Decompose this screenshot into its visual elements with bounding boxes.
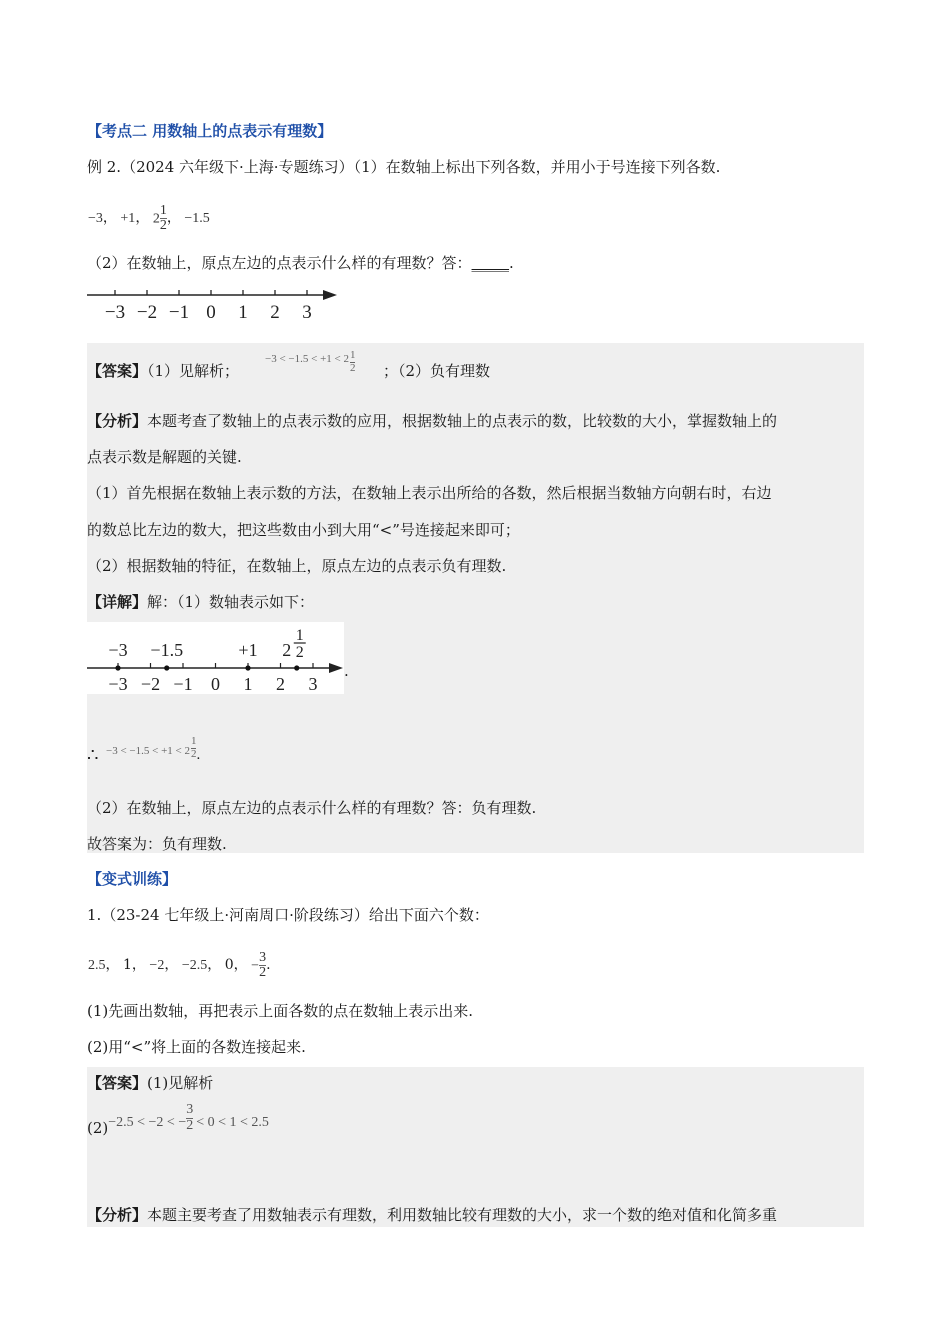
q1-fraction: − $\frac{3}{2}$ <box>251 949 267 981</box>
axis-tick-label: 3 <box>308 674 318 694</box>
answer2-inequality: (2)−2.5 < −2 < − $\frac{3}{2}$ < 0 < 1 < 2.5 <box>87 1102 269 1137</box>
axis-tick-label: 0 <box>206 302 216 323</box>
axis-tick-label: −1 <box>173 674 193 694</box>
axis-tick-label: 2 <box>270 302 280 323</box>
axis-tick-label: 3 <box>302 302 312 323</box>
q1-task1: (1)先画出数轴，再把表示上面各数的点在数轴上表示出来. <box>87 1002 474 1020</box>
axis-arrow-icon <box>323 290 337 300</box>
axis-tick-label: −2 <box>140 674 161 694</box>
number-neg3: −3 <box>88 211 103 226</box>
analysis-line-4: 的数总比左边的数大，把这些数由小到大用“<”号连接起来即可； <box>87 521 520 539</box>
axis-tick-label: −1 <box>168 302 190 323</box>
axis-tick-label: 2 <box>276 674 285 694</box>
axis-tick-label: 0 <box>211 674 220 694</box>
example-prefix: 例 2. <box>87 158 122 176</box>
variation-title: 【变式训练】 <box>87 870 178 888</box>
number-neg1-5: −1.5 <box>184 211 210 226</box>
answer-inequality: −3 < −1.5 < +1 < 2 $\frac{1}{2}$ <box>265 349 356 374</box>
detail-inequality: −3 < −1.5 < +1 < 2 $\frac{1}{2}$ . <box>106 735 201 763</box>
point-label-whole: 2 <box>282 640 292 660</box>
axis-tick-label: 1 <box>243 674 253 694</box>
point-label-frac-num: 1 <box>295 627 304 644</box>
analysis-line-5: （2）根据数轴的特征，在数轴上，原点左边的点表示负有理数. <box>87 557 507 575</box>
axis-arrow-icon <box>329 663 343 673</box>
analysis-line-1: 【分析】本题考查了数轴上的点表示数的应用，根据数轴上的点表示的数，比较数的大小，掌握数轴上的 <box>87 412 778 430</box>
axis-tick-label: 1 <box>238 302 248 323</box>
axis-period: . <box>344 662 349 680</box>
q1-header: 1.（23-24 七年级上·河南周口·阶段练习）给出下面六个数： <box>87 906 489 924</box>
point-label: −3 <box>108 640 128 660</box>
detail-part2: （2）在数轴上，原点左边的点表示什么样的有理数？答：负有理数. <box>87 799 537 817</box>
axis-point-dot <box>294 665 299 670</box>
point-label-frac-den: 2 <box>295 644 304 661</box>
number-line-2 <box>87 622 344 694</box>
example-source: （2024 六年级下·上海·专题练习） <box>121 158 354 176</box>
analysis-line-3: （1）首先根据在数轴上表示数的方法，在数轴上表示出所给的各数，然后根据当数轴方向朝右时，右边 <box>87 484 772 502</box>
axis-tick-label: −3 <box>104 302 126 323</box>
example-numbers: −3， +1， 2 $\frac{1}{2}$ ， −1.5 <box>88 202 210 234</box>
axis-tick-label: −3 <box>108 674 128 694</box>
number-line-1 <box>87 284 347 324</box>
axis-point-dot <box>164 665 169 670</box>
detail-intro: 【详解】解：（1）数轴表示如下： <box>87 593 315 611</box>
number-mixed: 2 $\frac{1}{2}$ <box>152 202 167 234</box>
axis-point-dot <box>245 665 250 670</box>
therefore-symbol: ∴ <box>87 745 99 766</box>
example-task1: （1）在数轴上标出下列各数，并用小于号连接下列各数. <box>353 158 721 176</box>
axis-tick-label: −2 <box>136 302 158 323</box>
axis-labels-2 <box>108 674 317 694</box>
detail-conclusion: 故答案为：负有理数. <box>87 835 227 853</box>
point-label: −1.5 <box>150 640 184 660</box>
q1-task2: (2)用“<”将上面的各数连接起来. <box>87 1038 306 1056</box>
axis-point-dot <box>115 665 120 670</box>
example-header <box>87 156 720 177</box>
answer2-line: 【答案】(1)见解析 <box>87 1074 214 1092</box>
answer-part2: ；（2）负有理数 <box>383 362 491 380</box>
analysis-line-2: 点表示数是解题的关键. <box>87 448 242 466</box>
answer-blank: _____ <box>471 254 510 272</box>
point-label: +1 <box>238 640 258 660</box>
analysis2-line-1: 【分析】本题主要考查了用数轴表示有理数，利用数轴比较有理数的大小，求一个数的绝对值和化简多重 <box>87 1206 778 1224</box>
section-title: 【考点二 用数轴上的点表示有理数】 <box>87 122 333 140</box>
example-task2: （2）在数轴上，原点左边的点表示什么样的有理数？答：_____. <box>87 254 514 272</box>
number-plus1: +1 <box>120 211 136 226</box>
axis-labels <box>105 302 312 323</box>
answer-line: 【答案】（1）见解析； <box>87 362 240 380</box>
q1-numbers: 2.5， 1， −2， −2.5， 0， − $\frac{3}{2}$ . <box>88 949 271 981</box>
point-labels <box>108 627 305 661</box>
